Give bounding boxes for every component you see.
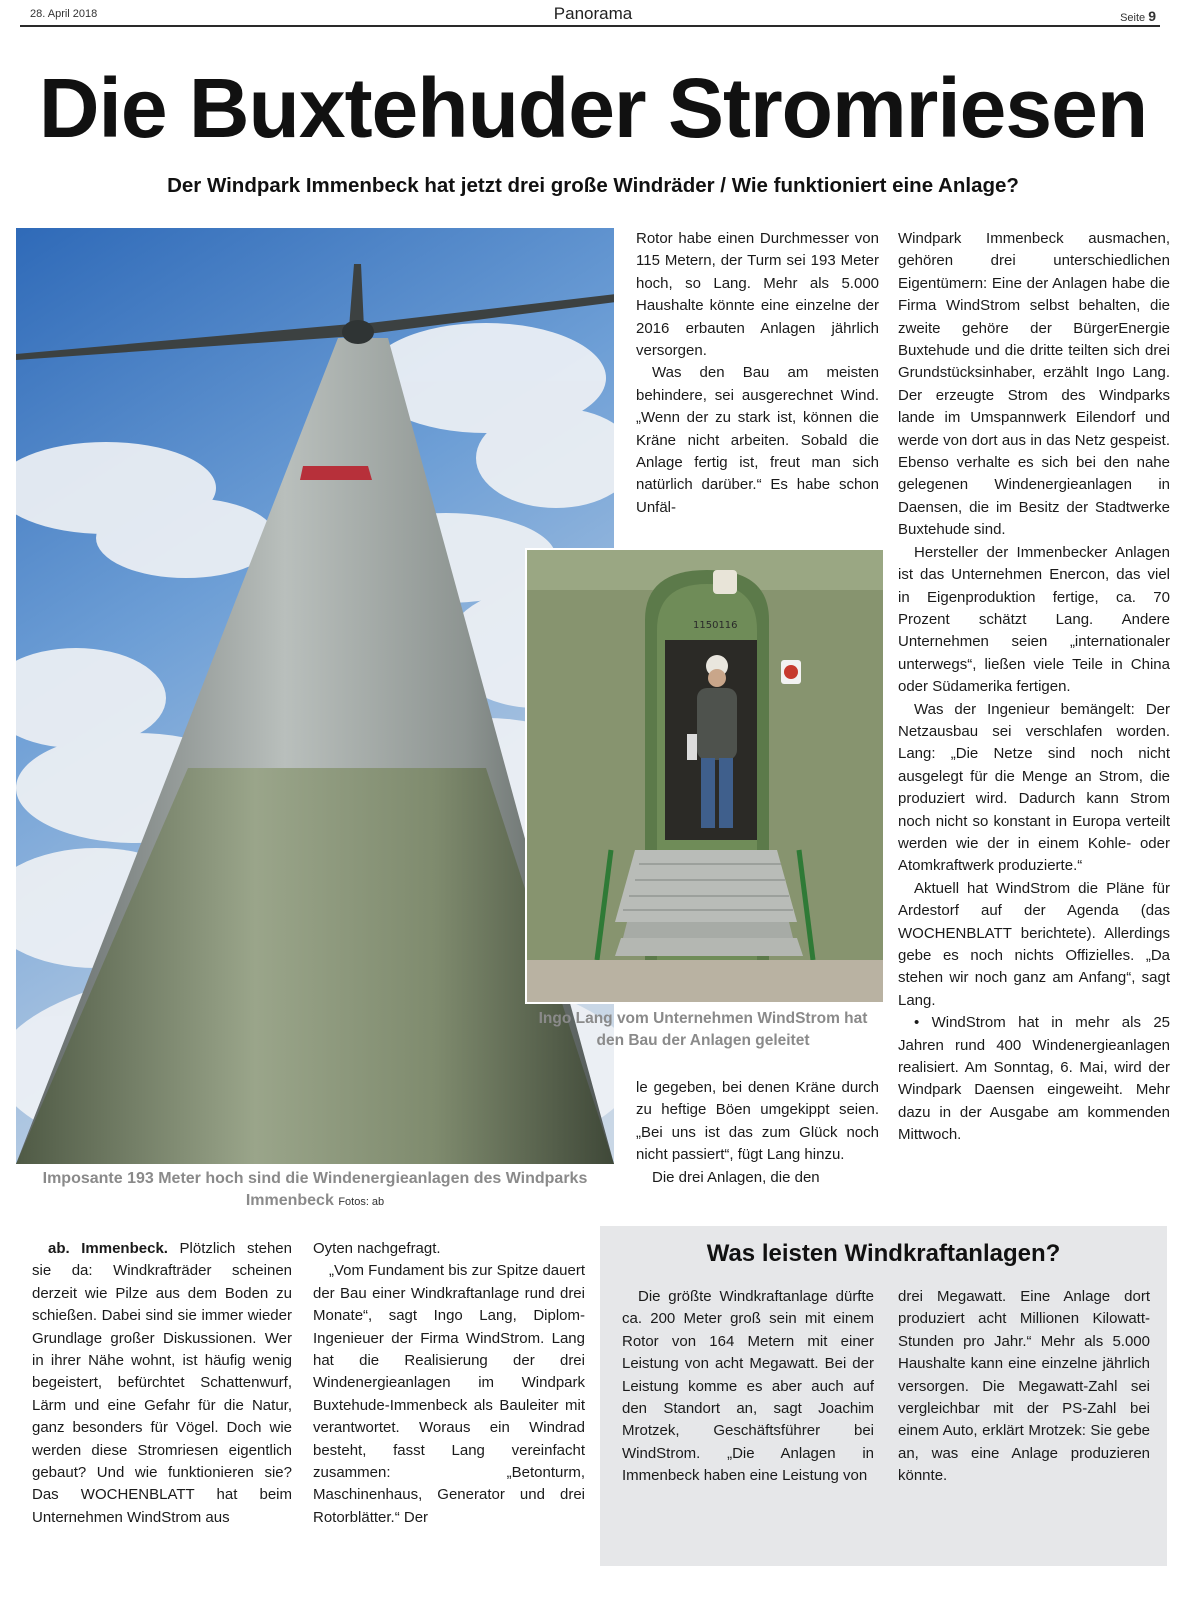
headline: Die Buxtehuder Stromriesen	[38, 61, 1148, 155]
paragraph: • WindStrom hat in mehr als 25 Jahren rund 400 Windenergieanlagen realisiert. Am Sonntag, 6. Mai, wird der Windpark Daensen eingeweiht. Mehr dazu in der Ausgabe am kommenden Mittwoch.	[898, 1014, 1170, 1144]
header-rule	[20, 25, 1160, 27]
paragraph	[32, 1238, 292, 1529]
nacelle	[342, 320, 374, 344]
door-illustration	[527, 550, 883, 1002]
paragraph: le gegeben, bei denen Kräne durch zu heftige Böen umgekippt seien. „Bei uns ist das zum Glück noch nicht passiert“, fügt Lang hinzu.	[636, 1079, 879, 1164]
papers	[687, 734, 697, 760]
door-label: 1150116	[693, 620, 738, 631]
paragraph: Was der Ingenieur bemängelt: Der Netzausbau sei verschlafen worden. Lang: „Die Netze sind noch nicht ausgelegt für die Menge an Strom, die produziert wird. Dadurch kann Strom noch nicht so konstant in Europa verteilt werden wie der in einem Kohle- oder Atomkraftwerk produzierte.“	[898, 700, 1170, 875]
steel-grate	[615, 850, 797, 922]
article-column-3	[898, 228, 1170, 1218]
paragraph: drei Megawatt. Eine Anlage dort produziert acht Millionen Kilowatt-Stunden pro Jahr.“ Mehr als 5.000 Haushalte kann eine einzelne jährlich versorgen. Die Megawatt-Zahl sei vergleichbar mit der PS-Zahl bei einem Auto, erklärt Mrotzek: Sie gebe an, was eine Anlage produzieren könnte.	[898, 1288, 1150, 1485]
article-bottom-column-1	[32, 1238, 292, 1573]
step-one	[623, 922, 793, 938]
section-title: Panorama	[553, 4, 633, 23]
article-bottom-column-2	[313, 1238, 585, 1573]
info-box-column-2	[898, 1286, 1150, 1556]
jeans-left	[701, 758, 715, 828]
gravel-ground	[527, 960, 883, 1002]
article-column-2-bottom	[636, 1077, 879, 1212]
subheadline: Der Windpark Immenbeck hat jetzt drei große Windräder / Wie funktioniert eine Anlage?	[167, 174, 1019, 197]
article-column-2-top	[636, 228, 879, 540]
jacket	[697, 688, 737, 760]
engineer-photo	[525, 548, 885, 1004]
photo-credit: Fotos: ab	[338, 1196, 385, 1208]
page-label: Seite	[1120, 12, 1146, 24]
paragraph: Die größte Windkraftanlage dürfte ca. 200 Meter groß sein mit einem Rotor von 164 Metern mit einer Leistung von acht Megawatt. Bei der Leistung komme es aber auch auf den Standort an, sagt Joachim Mrotzek, Geschäftsführer bei WindStrom. „Die Anlagen in Immenbeck haben eine Leistung von	[622, 1288, 874, 1485]
paragraph: Oyten nachgefragt.	[313, 1240, 441, 1257]
paragraph: Hersteller der Immenbecker Anlagen ist das Unternehmen Enercon, das viel in Eigenproduktion fertige, ca. 70 Prozent schätzt Lang. Andere Unternehmen seien „internationaler unterwegs“, ließen viele Teile in China oder Südamerika fertigen.	[898, 543, 1170, 696]
inset-photo-caption: Ingo Lang vom Unternehmen WindStrom hat den Bau der Anlagen geleitet	[538, 1010, 868, 1049]
main-photo-caption	[16, 1168, 614, 1213]
dateline: ab. Immenbeck.	[48, 1240, 168, 1257]
paragraph: Was den Bau am meisten behindere, sei ausgerechnet Wind. „Wenn der zu stark ist, können die Kräne nicht arbeiten. Sobald die Anlage fertig ist, freut man sich natürlich darüber.“ Es habe schon Unfäl-	[636, 364, 879, 516]
main-caption-text: Imposante 193 Meter hoch sind die Windenergieanlagen des Windparks Immenbeck	[42, 1170, 588, 1209]
page-number-value: 9	[1148, 8, 1156, 24]
paragraph: „Vom Fundament bis zur Spitze dauert der Bau einer Windkraftanlage rund drei Monate“, sagt Ingo Lang, Diplom-Ingenieuer der Firma WindStrom. Lang hat die Realisierung der drei Windenergieanlagen im Windpark Buxtehude-Immenbeck als Bauleiter mit verantwortet. Woraus ein Windrad besteht, fasst Lang vereinfacht zusammen: „Betonturm, Maschinenhaus, Generator und drei Rotorblätter.“ Der	[313, 1262, 585, 1526]
paragraph: Die drei Anlagen, die den	[652, 1168, 820, 1186]
tower-red-band	[300, 466, 372, 480]
page-number	[1120, 8, 1156, 24]
lead-text: Plötzlich stehen sie da: Windkrafträder scheinen derzeit wie Pilze aus dem Boden zu schießen. Dabei sind sie immer wieder Grundlage großer Diskussionen. Wer in ihrer Nähe wohnt, ist häufig wenig begeistert, befürchtet Schattenwurf, Lärm und eine Gefahr für die Natur, ganz besonders für Vögel. Doch wie werden diese Stromriesen eigentlich gebaut? Und wie funktionieren sie? Das WOCHENBLATT hat beim Unternehmen WindStrom aus	[32, 1240, 292, 1526]
info-box-title: Was leisten Windkraftanlagen?	[706, 1240, 1061, 1267]
info-box-column-1	[622, 1286, 874, 1556]
paragraph: Rotor habe einen Durchmesser von 115 Metern, der Turm sei 193 Meter hoch, so Lang. Mehr als 5.000 Haushalte könnte eine einzelne der 2016 erbauten Anlagen jährlich versorgen.	[636, 230, 879, 360]
lamp	[713, 570, 737, 594]
issue-date: 28. April 2018	[30, 8, 98, 20]
jeans-right	[719, 758, 733, 828]
paragraph: Windpark Immenbeck ausmachen, gehören drei unterschiedlichen Eigentümern: Eine der Anlagen habe die Firma WindStrom selbst behalten, die zweite gehöre der BürgerEnergie Buxtehude und die dritte teilten sich drei Grundstücksinhaber, erzählt Ingo Lang. Der erzeugte Strom des Windparks lande im Umspannwerk Eilendorf und werde von dort aus in das Netz gespeist. Ebenso verhalte es sich bei den nahe gelegenen Windenergieanlagen in Daensen, die im Besitz der Stadtwerke Buxtehude sind.	[898, 230, 1170, 539]
step-two	[615, 938, 803, 956]
paragraph: Aktuell hat WindStrom die Pläne für Ardestorf auf der Agenda (das WOCHENBLATT berichtete). Allerdings gebe es noch nichts Offizielles. „Da stehen wir noch ganz am Anfang“, sagt Lang.	[898, 879, 1170, 1009]
